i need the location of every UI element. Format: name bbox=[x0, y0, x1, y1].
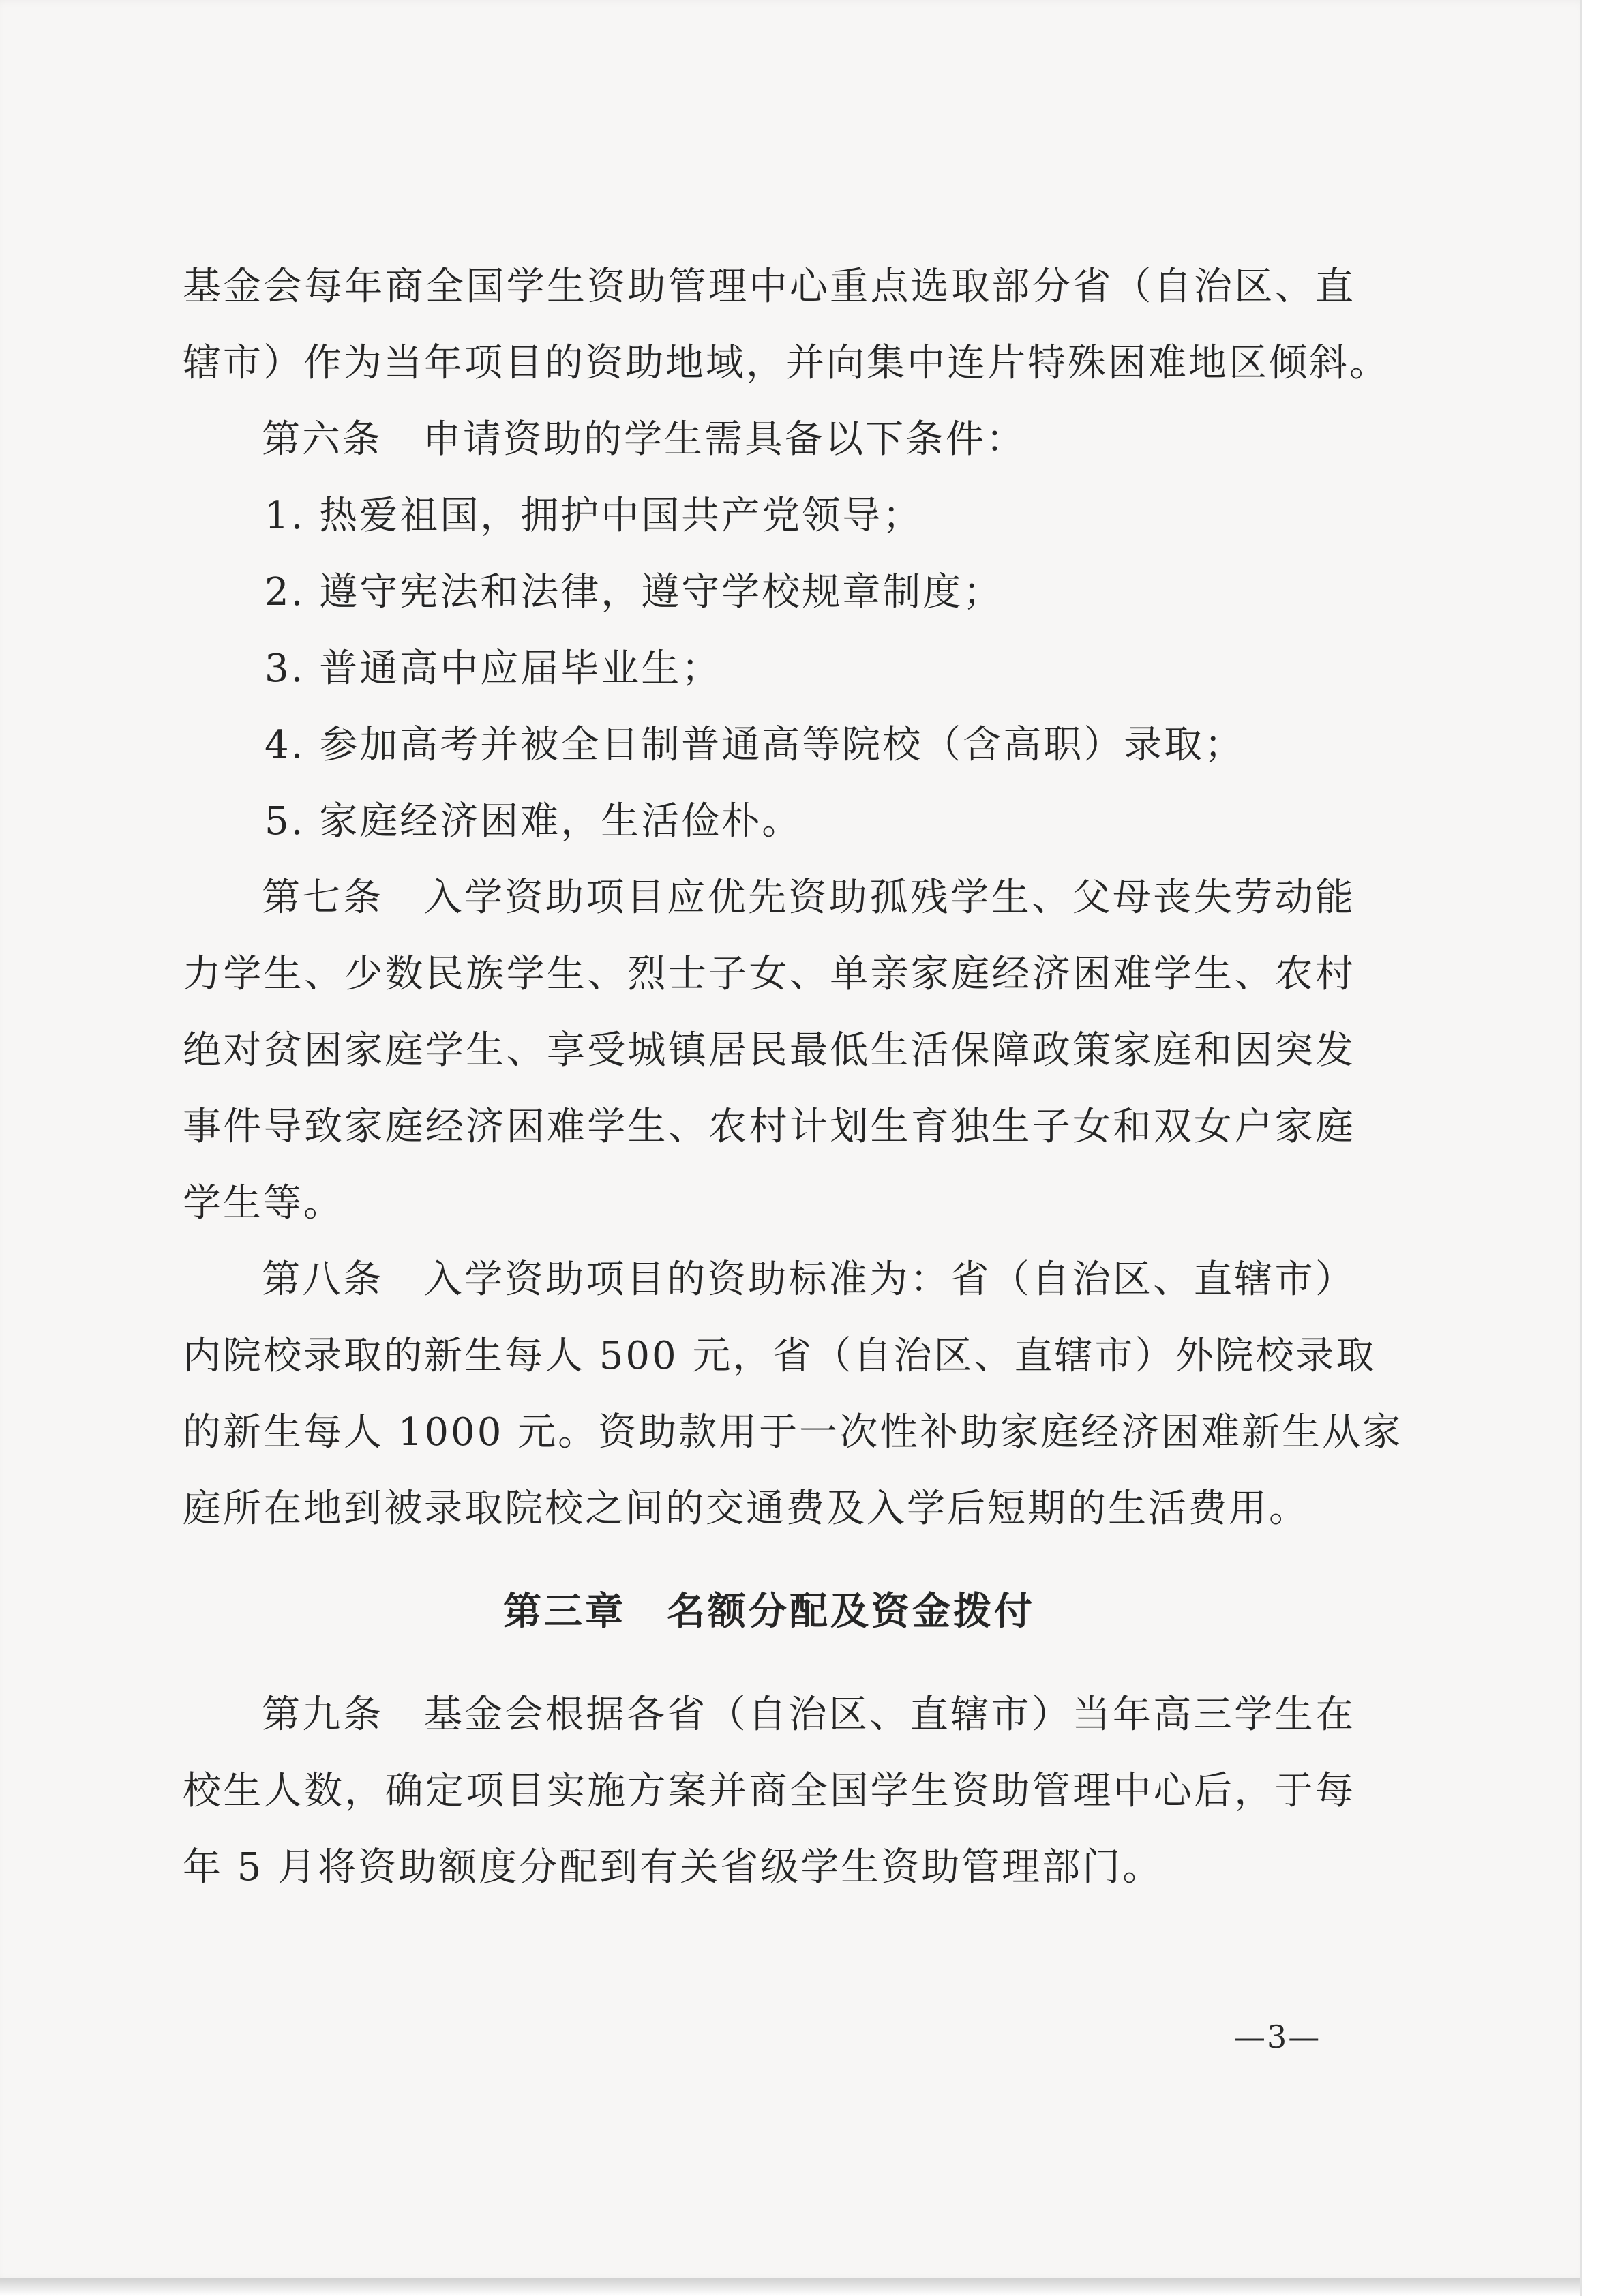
article-6-item-1: 1. 热爱祖国，拥护中国共产党领导； bbox=[265, 494, 923, 538]
document-body bbox=[183, 249, 1403, 1906]
article-7-line-3: 绝对贫困家庭学生、享受城镇居民最低生活保障政策家庭和因突发 bbox=[183, 1028, 1355, 1073]
article-7-line-2: 力学生、少数民族学生、烈士子女、单亲家庭经济困难学生、农村 bbox=[183, 952, 1355, 996]
article-8-line-1: 第八条 入学资助项目的资助标准为：省（自治区、直辖市） bbox=[262, 1257, 1355, 1302]
paragraph-line: 辖市）作为当年项目的资助地域，并向集中连片特殊困难地区倾斜。 bbox=[183, 341, 1390, 385]
article-6-heading: 第六条 申请资助的学生需具备以下条件： bbox=[262, 417, 1026, 462]
article-7-line-4: 事件导致家庭经济困难学生、农村计划生育独生子女和双女户家庭 bbox=[183, 1105, 1355, 1149]
article-6-item-3: 3. 普通高中应届毕业生； bbox=[265, 646, 722, 691]
article-6-item-5: 5. 家庭经济困难，生活俭朴。 bbox=[265, 799, 802, 844]
page-number: —3— bbox=[1234, 2018, 1321, 2055]
article-8-line-2: 内院校录取的新生每人 500 元，省（自治区、直辖市）外院校录取 bbox=[183, 1334, 1377, 1378]
article-6-item-2: 2. 遵守宪法和法律，遵守学校规章制度； bbox=[265, 570, 1004, 614]
article-7-line-1: 第七条 入学资助项目应优先资助孤残学生、父母丧失劳动能 bbox=[262, 876, 1355, 920]
article-9-line-1: 第九条 基金会根据各省（自治区、直辖市）当年高三学生在 bbox=[262, 1693, 1355, 1737]
article-7-line-5: 学生等。 bbox=[183, 1181, 344, 1225]
article-8-line-3: 的新生每人 1000 元。资助款用于一次性补助家庭经济困难新生从家 bbox=[183, 1410, 1403, 1455]
article-9-line-2: 校生人数，确定项目实施方案并商全国学生资助管理中心后，于每 bbox=[183, 1769, 1355, 1813]
article-9-line-3: 年 5 月将资助额度分配到有关省级学生资助管理部门。 bbox=[183, 1845, 1163, 1890]
scan-right-margin bbox=[1580, 0, 1622, 2296]
article-8-line-4: 庭所在地到被录取院校之间的交通费及入学后短期的生活费用。 bbox=[183, 1487, 1309, 1531]
article-6-item-4: 4. 参加高考并被全日制普通高等院校（含高职）录取； bbox=[265, 723, 1245, 767]
scan-bottom-shadow bbox=[0, 2278, 1580, 2296]
paragraph-line: 基金会每年商全国学生资助管理中心重点选取部分省（自治区、直 bbox=[183, 265, 1355, 309]
chapter-3-title: 第三章 名额分配及资金拨付 bbox=[503, 1590, 1035, 1634]
